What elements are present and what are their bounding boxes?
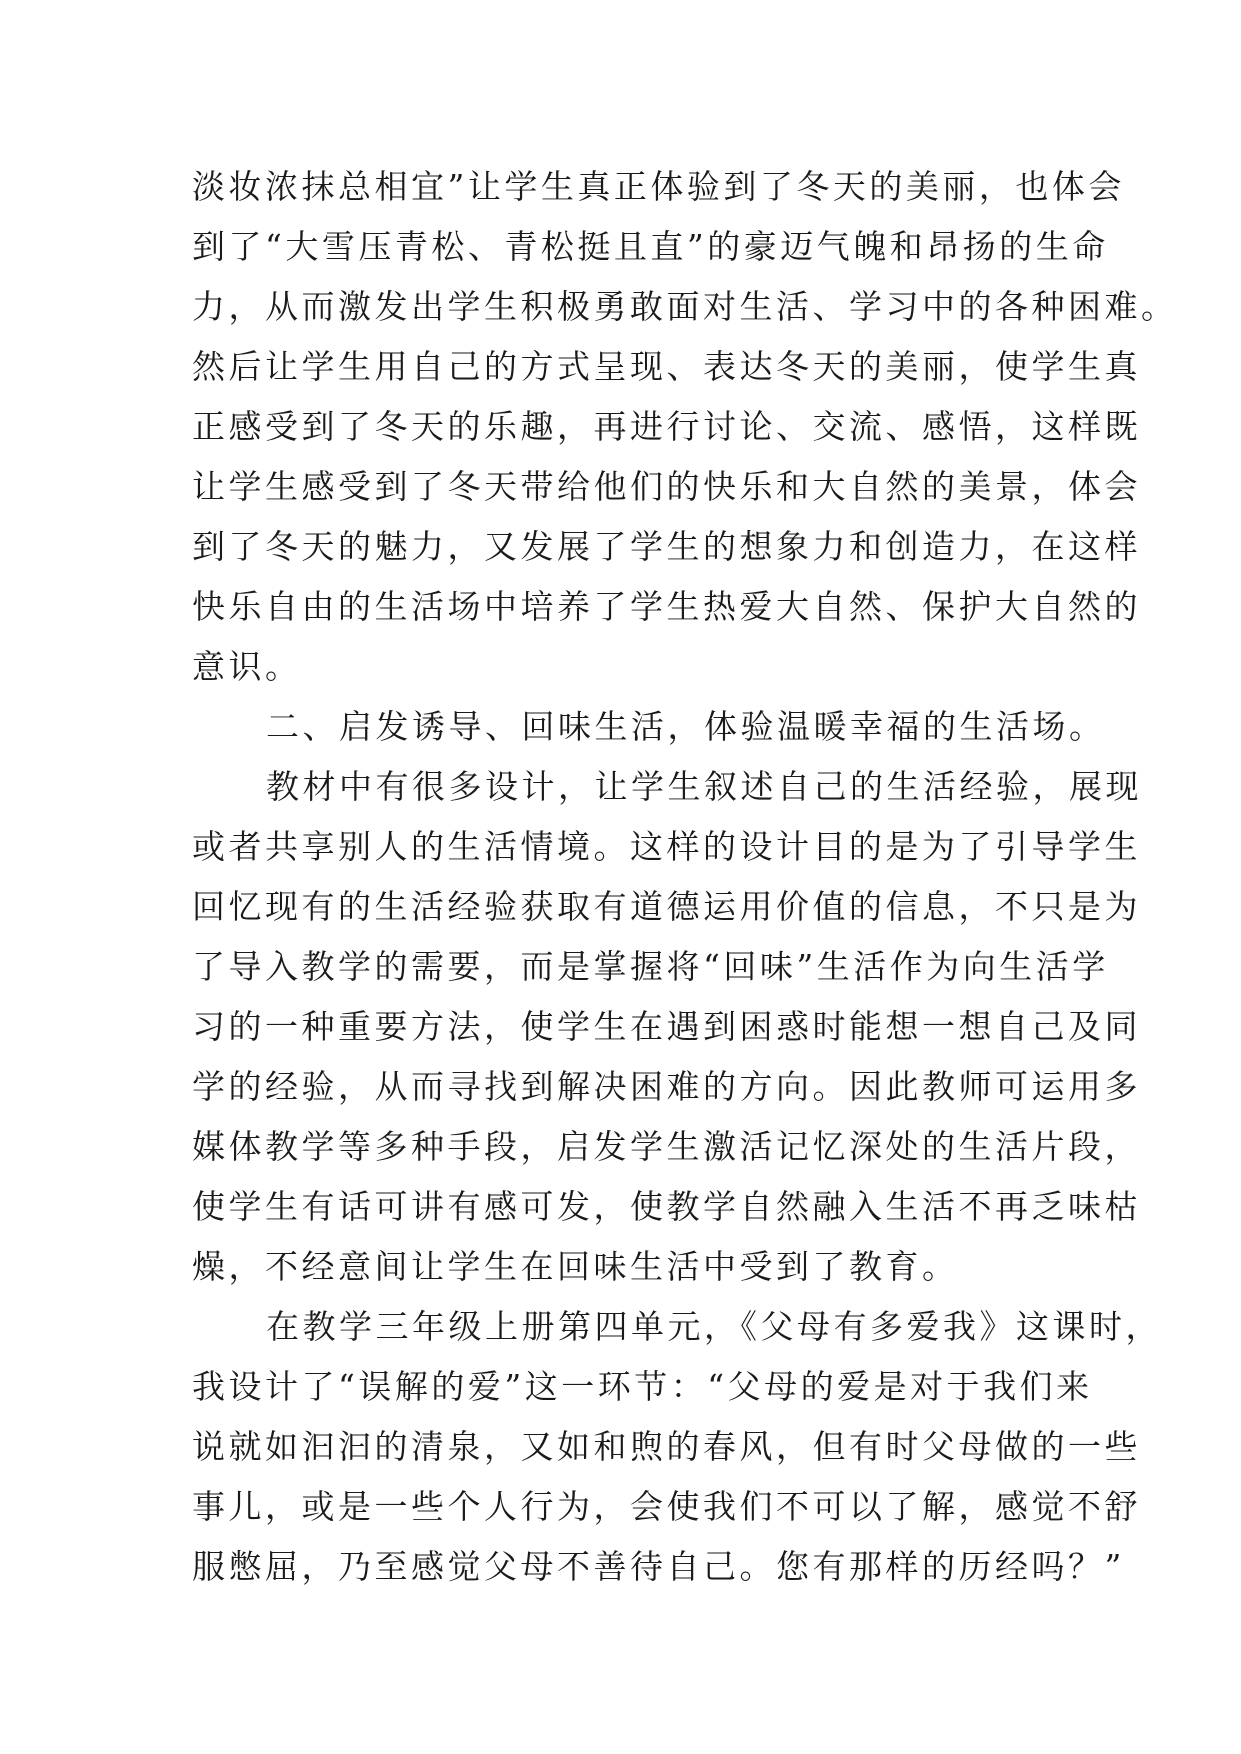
text-line: 使学生有话可讲有感可发，使教学自然融入生活不再乏味枯 bbox=[192, 1187, 1141, 1226]
text-line: 说就如汩汩的清泉，又如和煦的春风，但有时父母做的一些 bbox=[192, 1427, 1141, 1466]
text-line: 事儿，或是一些个人行为，会使我们不可以了解，感觉不舒 bbox=[192, 1487, 1141, 1526]
body-text bbox=[192, 157, 1178, 1597]
text-line: 意识。 bbox=[192, 647, 302, 686]
text-line: 了导入教学的需要，而是掌握将“回味”生活作为向生活学 bbox=[192, 947, 1109, 986]
text-line: 我设计了“误解的爱”这一环节：“父母的爱是对于我们来 bbox=[192, 1367, 1093, 1406]
text-line: 到了“大雪压青松、青松挺且直”的豪迈气魄和昂扬的生命 bbox=[192, 227, 1109, 266]
text-line: 力，从而激发出学生积极勇敢面对生活、学习中的各种困难。 bbox=[192, 287, 1178, 326]
text-line: 到了冬天的魅力，又发展了学生的想象力和创造力，在这样 bbox=[192, 527, 1141, 566]
text-line: 媒体教学等多种手段，启发学生激活记忆深处的生活片段， bbox=[192, 1127, 1141, 1166]
text-line: 习的一种重要方法，使学生在遇到困惑时能想一想自己及同 bbox=[192, 1007, 1141, 1046]
text-line: 教材中有很多设计，让学生叙述自己的生活经验，展现 bbox=[266, 767, 1142, 806]
section-heading: 二、启发诱导、回味生活，体验温暖幸福的生活场。 bbox=[266, 707, 1106, 746]
text-line: 服憋屈，乃至感觉父母不善待自己。您有那样的历经吗？” bbox=[192, 1547, 1125, 1586]
text-line: 快乐自由的生活场中培养了学生热爱大自然、保护大自然的 bbox=[192, 587, 1141, 626]
text-line: 在教学三年级上册第四单元，《父母有多爱我》这课时， bbox=[266, 1307, 1162, 1346]
text-line: 然后让学生用自己的方式呈现、表达冬天的美丽，使学生真 bbox=[192, 347, 1141, 386]
text-line: 学的经验，从而寻找到解决困难的方向。因此教师可运用多 bbox=[192, 1067, 1141, 1106]
text-line: 回忆现有的生活经验获取有道德运用价值的信息，不只是为 bbox=[192, 887, 1141, 926]
text-line: 正感受到了冬天的乐趣，再进行讨论、交流、感悟，这样既 bbox=[192, 407, 1141, 446]
text-line: 让学生感受到了冬天带给他们的快乐和大自然的美景，体会 bbox=[192, 467, 1141, 506]
text-line: 燥，不经意间让学生在回味生活中受到了教育。 bbox=[192, 1247, 959, 1286]
text-line: 淡妆浓抹总相宜”让学生真正体验到了冬天的美丽，也体会 bbox=[192, 167, 1125, 206]
text-line: 或者共享别人的生活情境。这样的设计目的是为了引导学生 bbox=[192, 827, 1141, 866]
